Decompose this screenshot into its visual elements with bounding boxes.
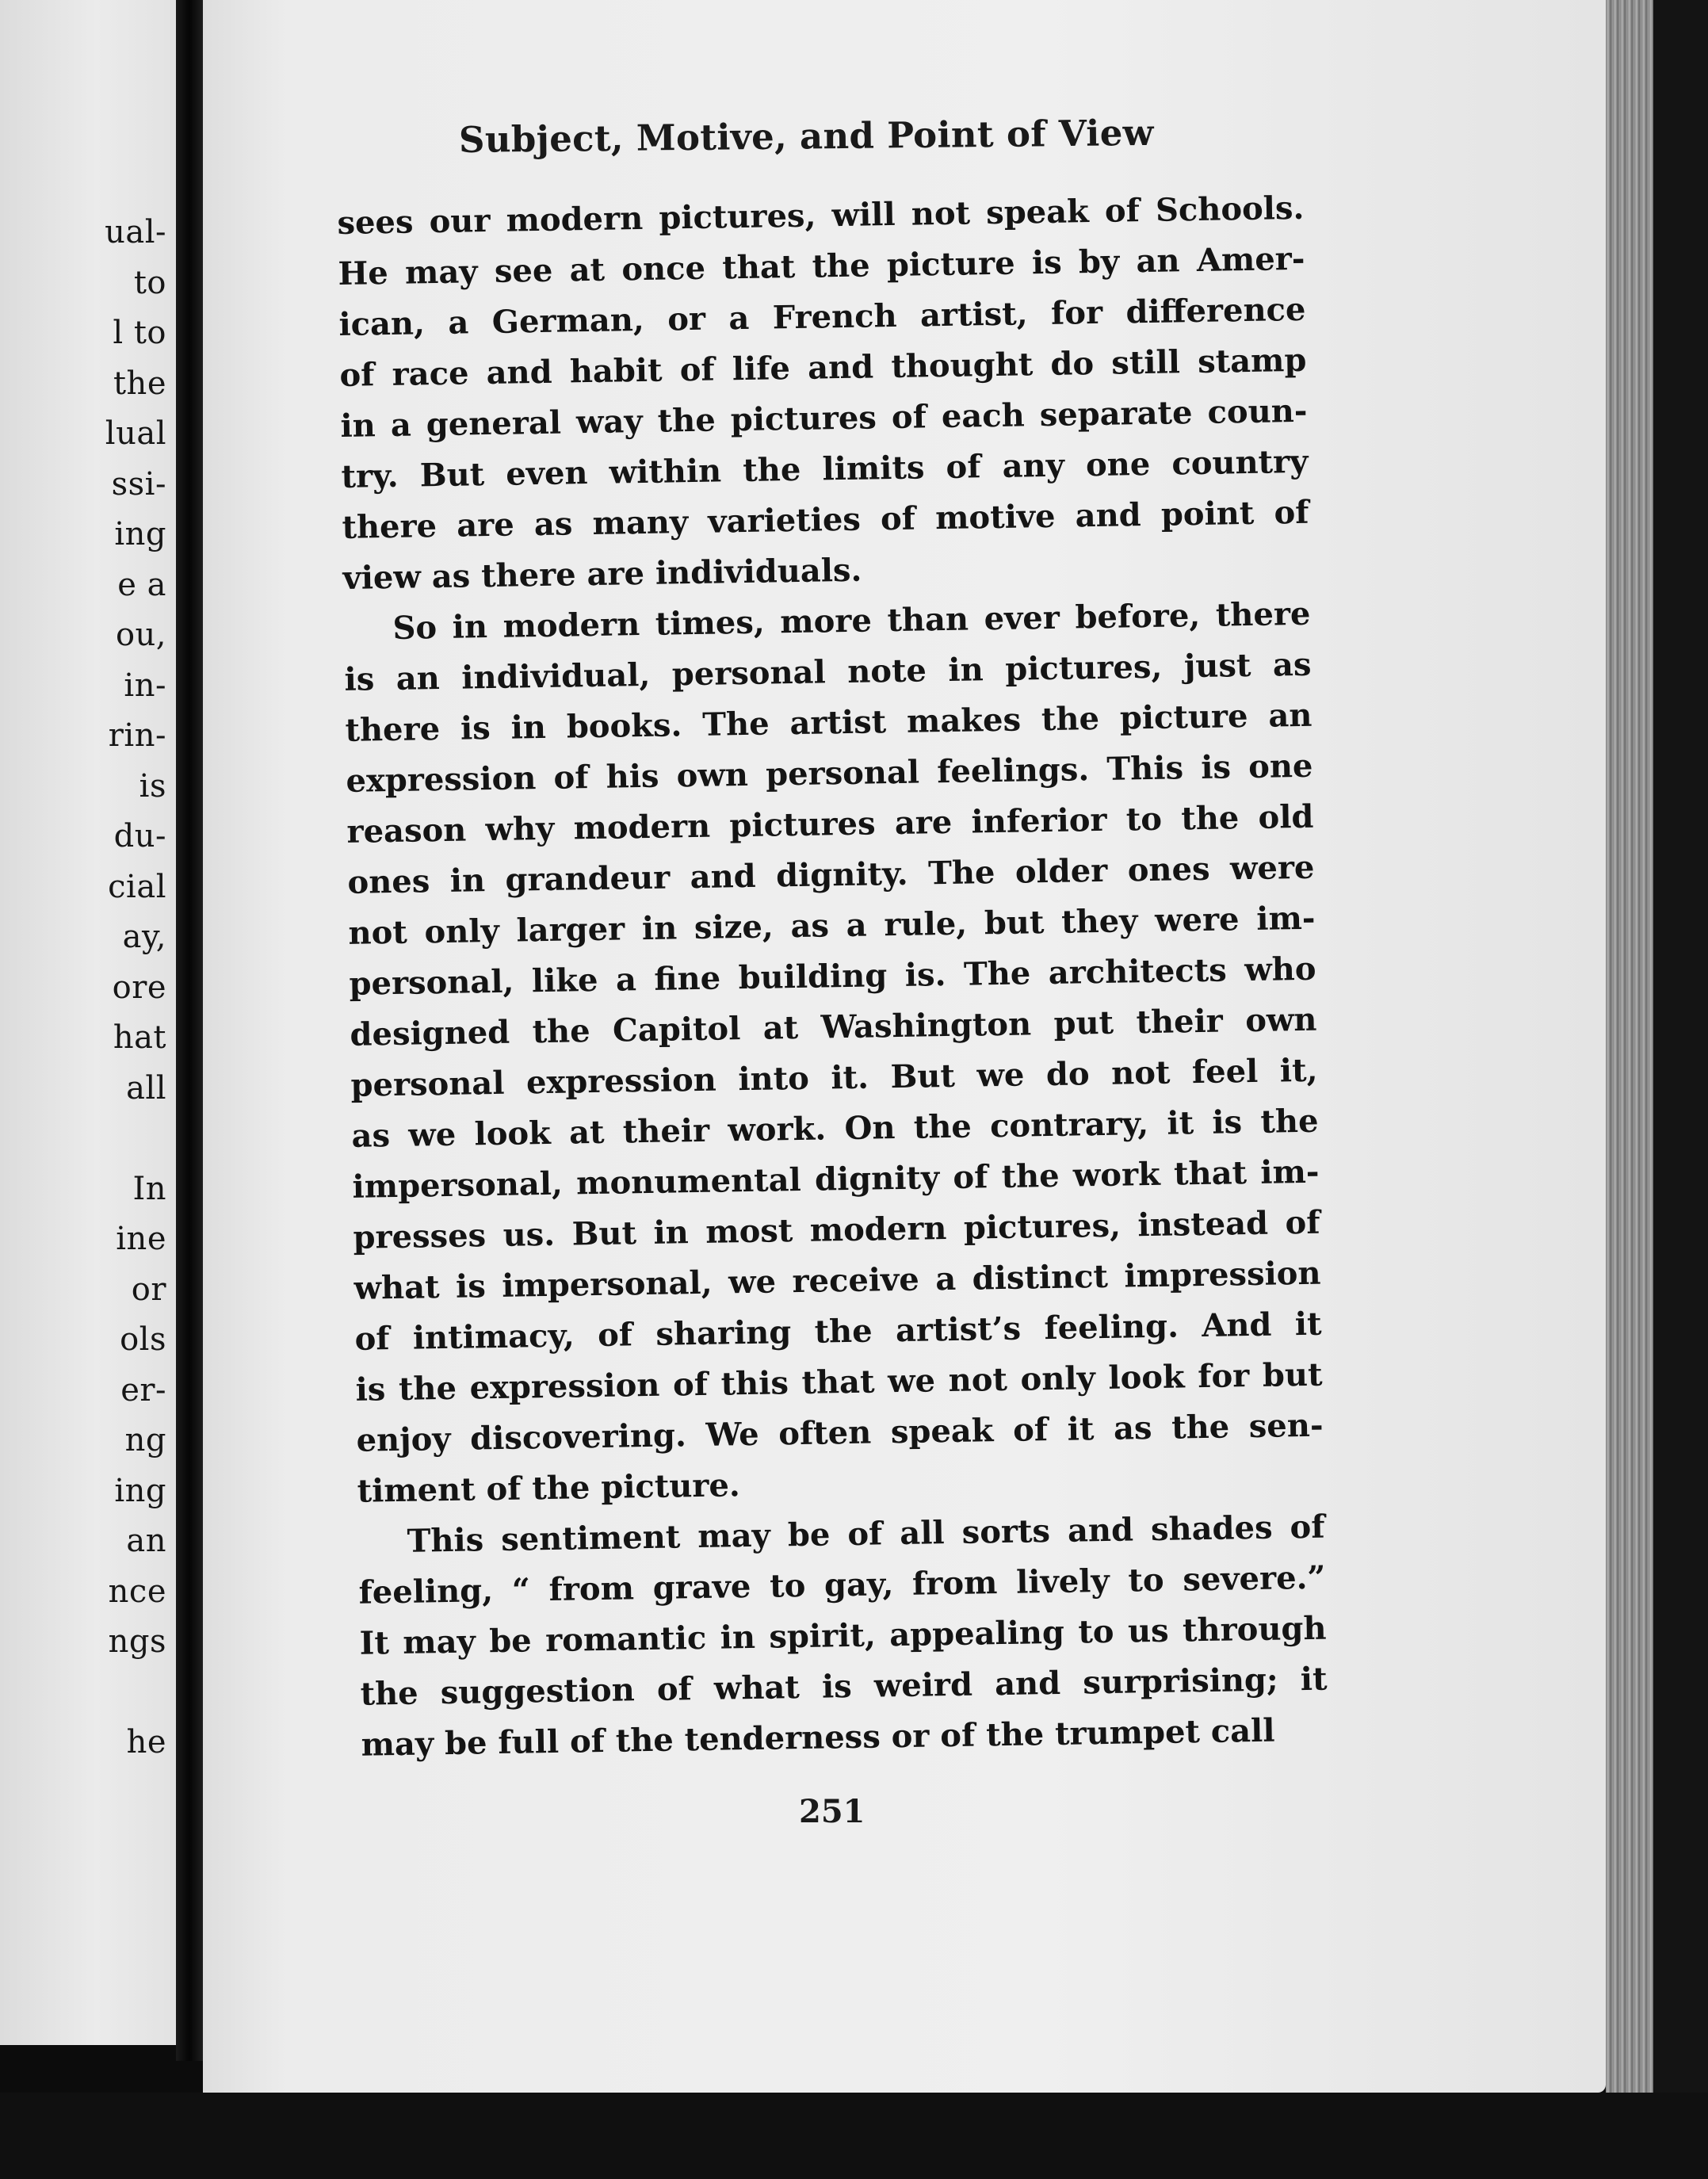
text-line: timent of the picture. [357,1466,741,1510]
text-line: in a general way the pictures of each separate coun- [340,392,1308,445]
book-gutter [176,0,203,2061]
paragraph [343,589,1324,1517]
text-line: expression of his own personal feelings. This is one [346,747,1313,800]
text-line: personal expression into it. But we do not feel it, [350,1051,1318,1104]
left-page-fragment: l to [113,315,166,351]
text-line: personal, like a fine building is. The architects who [349,950,1316,1003]
text-line: So in modern times, more than ever before, there [392,594,1311,647]
text-line: designed the Capitol at Washington put their own [350,1000,1317,1053]
text-line: reason why modern pictures are inferior to the old [346,797,1314,851]
text-line: is an individual, personal note in pictures, just as [344,645,1312,698]
left-page-fragment: ore [112,969,166,1006]
left-page-fragment: ng [124,1422,166,1458]
text-line: This sentiment may be of all sorts and shades of [407,1508,1325,1560]
text-line: there is in books. The artist makes the picture an [345,696,1313,749]
left-page-fragment: he [126,1724,166,1760]
left-page-fragment: e a [117,566,166,603]
text-line: of race and habit of life and thought do still stamp [339,341,1307,394]
left-page-fragment: nce [108,1573,166,1610]
left-page-fragment: ing [114,516,166,552]
left-page-fragment: ual- [105,214,166,250]
left-page-fragment: an [126,1523,166,1559]
left-page-fragment: ay, [122,919,166,955]
page-edges [1606,0,1653,2108]
left-page-fragment: ols [120,1321,166,1358]
text-line: as we look at their work. On the contrary, it is the [351,1102,1319,1155]
text-line: there are as many varieties of motive and point of [342,493,1309,546]
left-page-fragment: lual [105,415,166,452]
scan-background-right [1653,0,1708,2179]
text-line: view as there are individuals. [342,551,862,597]
text-line: He may see at once that the picture is by an Amer- [338,239,1305,292]
paragraph [357,1502,1328,1771]
text-line: presses us. But in most modern pictures, instead of [353,1203,1320,1256]
paragraph [337,183,1310,604]
left-page-fragment: ing [114,1472,166,1509]
text-line: may be full of the tenderness or of the trumpet call [361,1711,1275,1764]
left-page-fragment [0,1114,166,1164]
text-line: of intimacy, of sharing the artist’s feeling. And it [354,1305,1322,1358]
text-line: the suggestion of what is weird and surprising; it [360,1660,1328,1713]
body-text [337,183,1328,1771]
left-facing-page [0,0,176,2045]
left-page-fragment: du- [113,818,166,854]
left-page-fragment: the [113,365,166,402]
left-page-fragment: ngs [108,1623,166,1660]
text-line: what is impersonal, we receive a distinct impression [353,1254,1321,1307]
left-page-fragment: rin- [108,717,166,754]
text-line: enjoy discovering. We often speak of it as the sen- [356,1406,1324,1459]
text-line: is the expression of this that we not only look for but [355,1355,1323,1409]
text-line: It may be romantic in spirit, appealing to us through [359,1609,1327,1662]
left-page-fragment: er- [120,1371,166,1409]
text-line: sees our modern pictures, will not speak of Schools. [337,189,1305,242]
left-page-fragment: hat [113,1019,166,1056]
text-line: feeling, “ from grave to gay, from lively to severe.” [358,1558,1326,1611]
scan-background-bottom [0,2093,1708,2179]
left-page-fragment: to [133,264,166,301]
left-page-fragment: cial [108,868,166,905]
text-line: ican, a German, or a French artist, for difference [338,290,1306,343]
text-line: not only larger in size, as a rule, but they were im- [348,899,1316,952]
text-line: ones in grandeur and dignity. The older ones were [347,848,1315,901]
left-page-fragment: ou, [115,617,166,653]
page-number: 251 [799,1793,865,1830]
left-page-fragment: In [132,1170,166,1207]
text-line: try. But even within the limits of any one country [341,442,1309,495]
left-page-fragment: ssi- [111,465,166,503]
text-line: impersonal, monumental dignity of the work that im- [352,1153,1320,1206]
left-page-text-fragments [0,208,166,1768]
running-head: Subject, Motive, and Point of View [458,111,1154,161]
left-page-fragment: ine [116,1221,166,1257]
left-page-fragment [0,1668,166,1718]
left-page-fragment: is [139,767,166,805]
left-page-fragment: all [126,1069,166,1107]
left-page-fragment: in- [124,667,166,704]
left-page-fragment: or [131,1271,166,1308]
